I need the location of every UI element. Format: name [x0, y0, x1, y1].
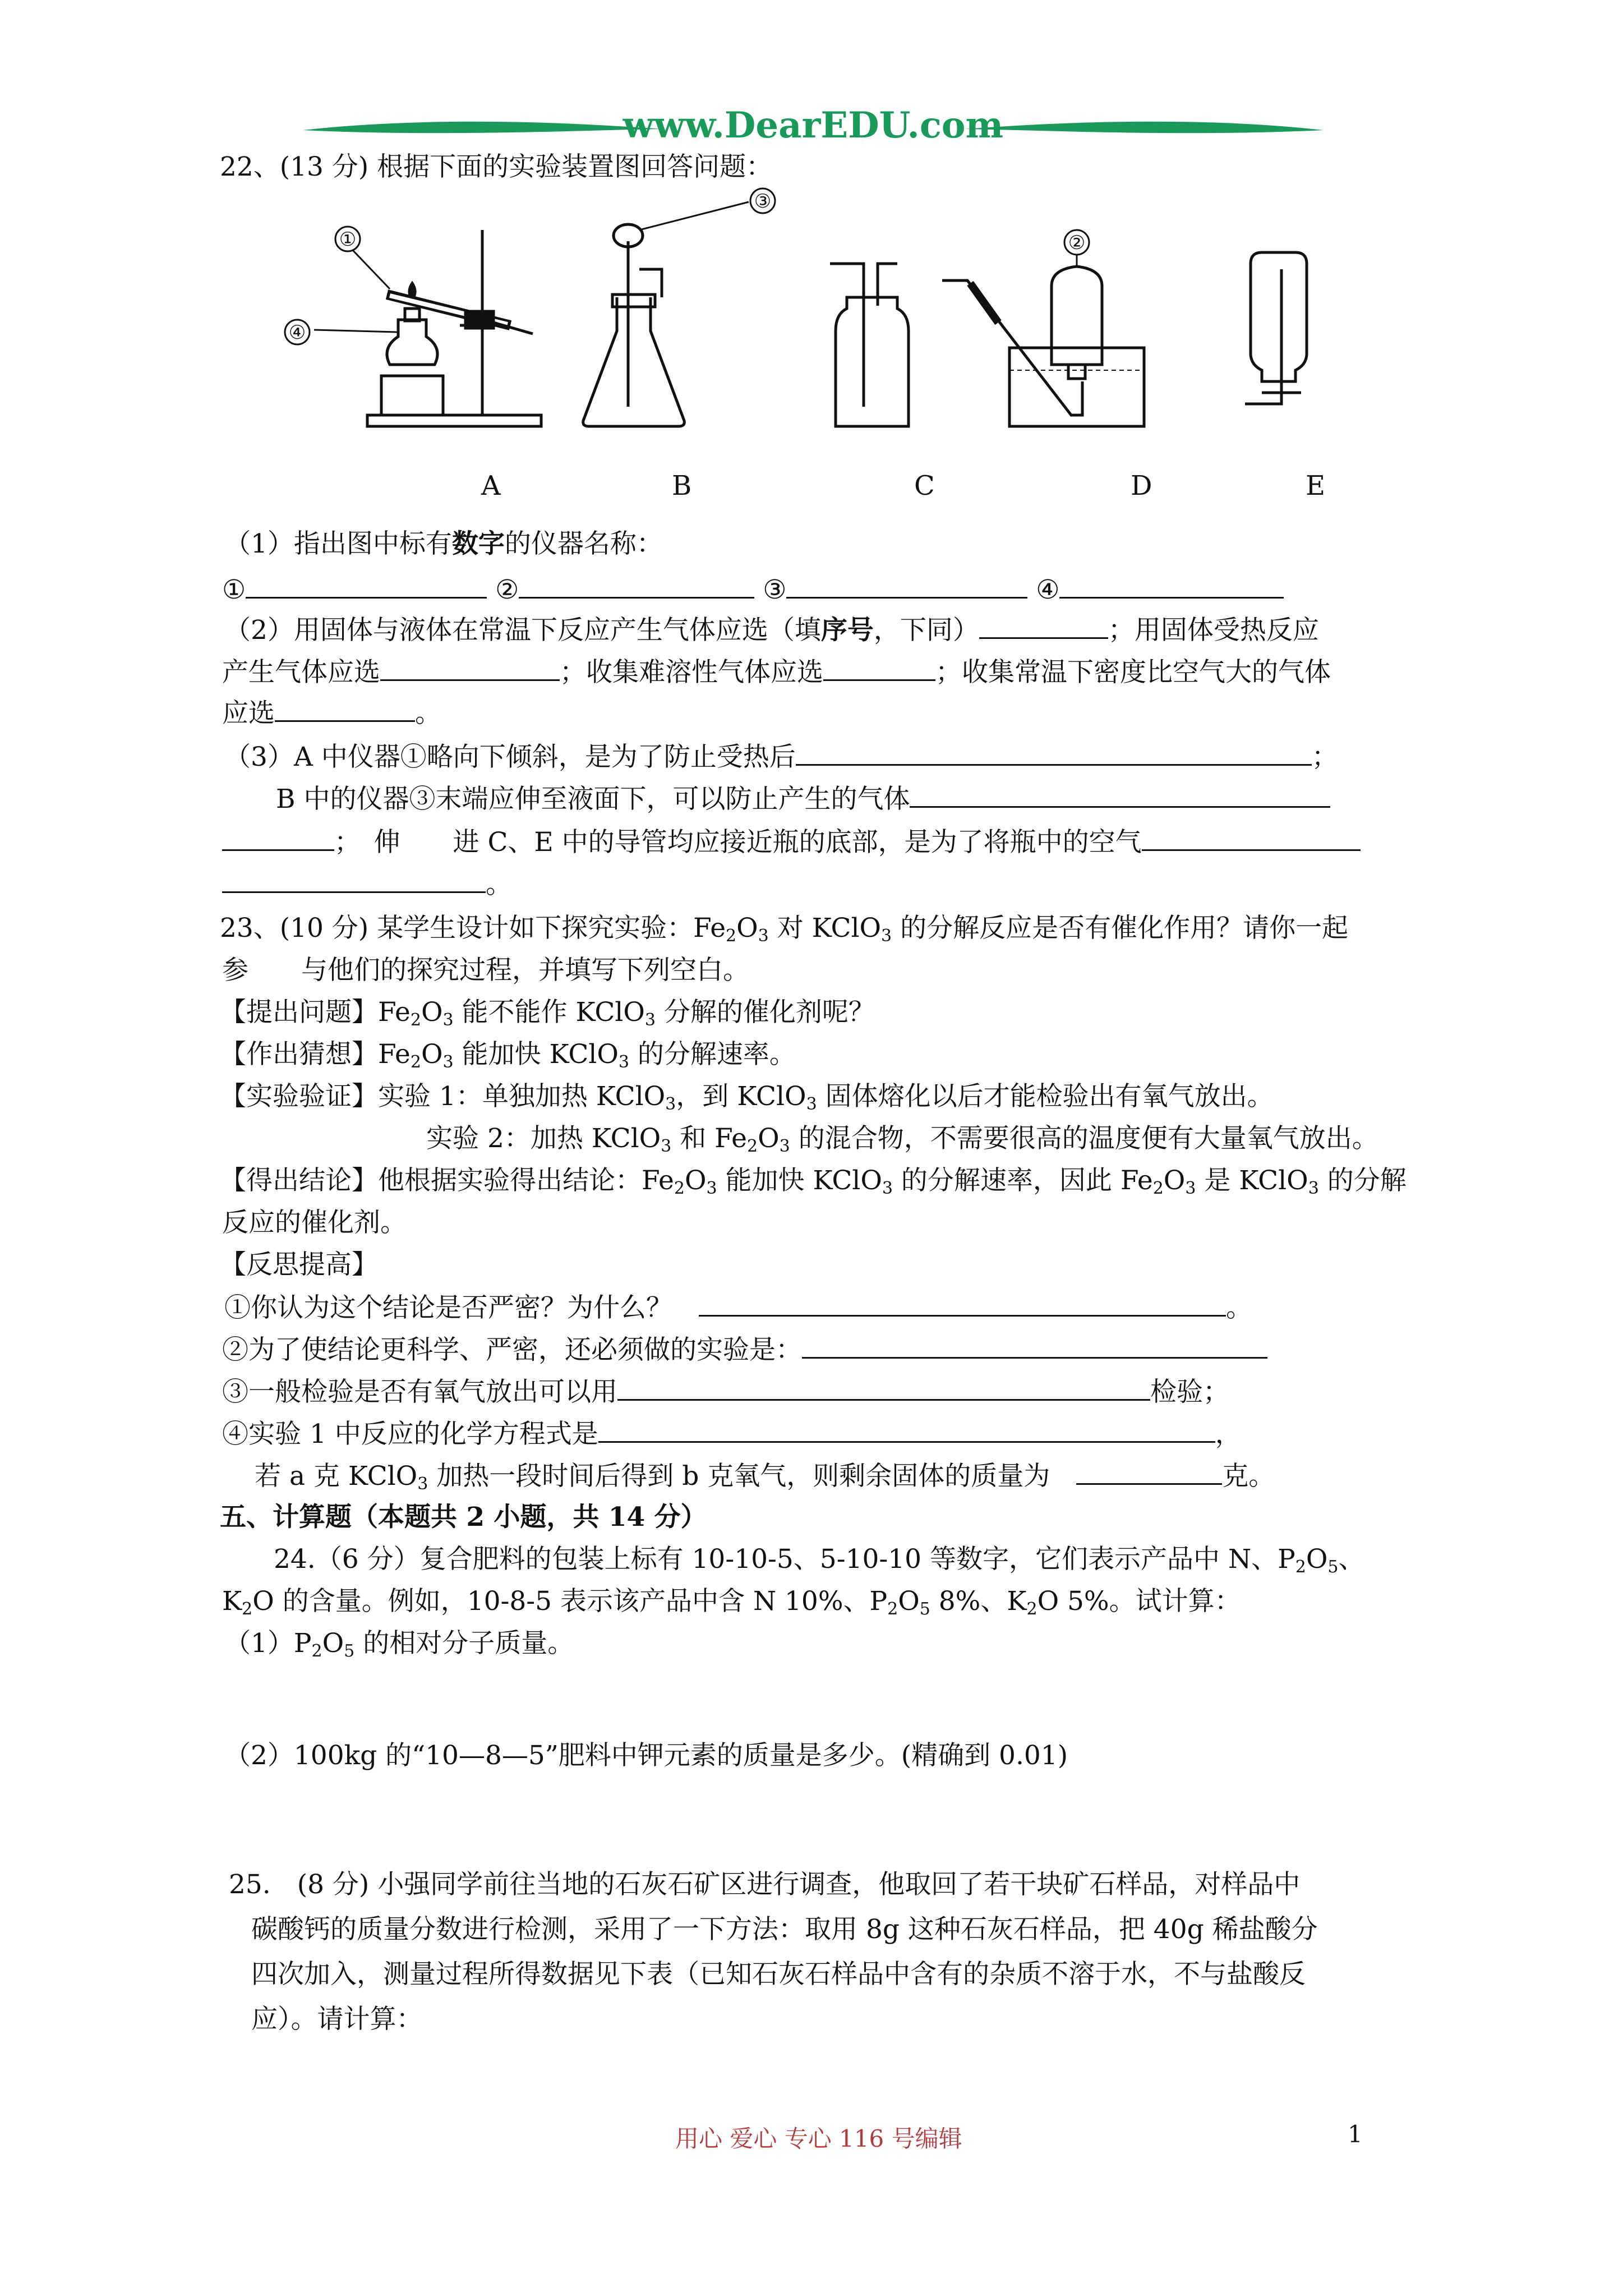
blank-label-1: ①: [222, 574, 246, 605]
q23-guess-a: Fe: [378, 1039, 411, 1070]
q24-line1-c: 、: [1338, 1544, 1365, 1575]
q24-line2-b: O 的含量。例如，10-8-5 表示该产品中含 N 10%、P: [252, 1586, 888, 1617]
tag-conclude: 【得出结论】: [220, 1165, 378, 1196]
subscript: 3: [618, 1052, 629, 1072]
q24-part1: [224, 1627, 574, 1660]
banner-swoosh-right: [965, 122, 1324, 134]
q24-p1-b: O: [322, 1628, 344, 1659]
q22-part2-bold: 序号: [820, 615, 874, 646]
q22-part2-text-tail: ；用固体受热反应: [1108, 615, 1319, 646]
q22-part2-line2: [222, 655, 1331, 689]
figure-label-a: A: [481, 470, 501, 501]
q23-ask-b: O: [421, 997, 443, 1028]
answer-blank-air-reason-cont[interactable]: [222, 867, 486, 893]
subscript: 2: [887, 1599, 898, 1619]
q22-part2-line2-mid: ；收集难溶性气体应选: [560, 657, 823, 688]
q23-conclude-f: 是 KClO: [1196, 1165, 1308, 1196]
q23-r1-text: ①你认为这个结论是否严密？为什么？: [224, 1292, 672, 1323]
answer-blank-2[interactable]: [519, 572, 754, 599]
q22-part2-text: （2）用固体与液体在常温下反应产生气体应选（填: [224, 615, 821, 646]
subscript: 5: [344, 1641, 355, 1661]
subscript: 3: [779, 1137, 790, 1156]
apparatus-b: [583, 188, 775, 426]
answer-blank-dense-gas[interactable]: [275, 696, 415, 722]
q22-part3-line3-word: 伸: [374, 827, 400, 858]
answer-blank-solid-heat[interactable]: [380, 655, 560, 681]
q22-part3-line4: [222, 867, 512, 901]
subscript: 2: [311, 1641, 322, 1661]
q23-r5-b: 加热一段时间后得到 b 克氧气，则剩余固体的质量为: [428, 1461, 1050, 1492]
q23-verify1-b: ，到 KClO: [676, 1081, 806, 1112]
q25-line2: 碳酸钙的质量分数进行检测，采用了一下方法：取用 8g 这种石灰石样品，把 40g 稀盐酸分: [251, 1914, 1318, 1945]
apparatus-figure: [269, 185, 1324, 454]
answer-blank-solid-liquid[interactable]: [979, 613, 1108, 639]
q23-ask-d: 分解的催化剂呢？: [655, 997, 875, 1028]
q23-reflect-2: [222, 1332, 1267, 1367]
q23-reflect-3: [222, 1374, 1229, 1409]
q23-conclude-d: 的分解速率，因此 Fe: [892, 1165, 1153, 1196]
q23-conclude: [220, 1164, 1407, 1198]
page-number: 1: [1348, 2120, 1363, 2148]
q24-part2: （2）100kg 的“10—8—5”肥料中钾元素的质量是多少。(精确到 0.01): [224, 1740, 1068, 1771]
q23-reflect-heading: 【反思提高】: [220, 1249, 378, 1280]
subscript: 2: [726, 926, 737, 946]
answer-blank-equation[interactable]: [598, 1416, 1215, 1443]
q23-r1-end: 。: [1226, 1292, 1252, 1323]
q23-verify1-a: 实验 1：单独加热 KClO: [378, 1081, 666, 1112]
q22-part2-line1: [224, 613, 1319, 647]
q22-part2-line2-end: ；收集常温下密度比空气大的气体: [935, 657, 1331, 688]
blank-label-4: ④: [1036, 574, 1060, 605]
answer-blank-funnel-reason-cont[interactable]: [222, 825, 334, 851]
q23-conclude-c: 能加快 KClO: [717, 1165, 882, 1196]
figure-label-b: B: [672, 470, 692, 501]
answer-blank-rigorous[interactable]: [699, 1290, 1226, 1317]
q23-reflect-1: [224, 1290, 1252, 1325]
answer-blank-extra-experiment[interactable]: [802, 1332, 1267, 1359]
q23-guess-c: 能加快 KClO: [453, 1039, 619, 1070]
answer-blank-funnel-reason[interactable]: [910, 781, 1330, 808]
q24-line2-c: O: [898, 1586, 920, 1617]
q22-part3-line3: [222, 825, 1361, 859]
subscript: 2: [1026, 1599, 1038, 1619]
subscript: 2: [410, 1052, 421, 1072]
q23-r3-end: 检验；: [1150, 1377, 1229, 1407]
answer-blank-tilt-reason[interactable]: [796, 739, 1312, 766]
answer-blank-remaining-mass[interactable]: [1076, 1458, 1222, 1485]
q23-title-line2: 参 与他们的探究过程，并填写下列空白。: [222, 955, 749, 986]
q22-part3-line1: [224, 739, 1338, 774]
subscript: 3: [442, 1010, 454, 1030]
q22-part3-end: ；: [1311, 742, 1338, 772]
q22-part3-line2: [276, 781, 1330, 816]
q23-reflect-4: [222, 1416, 1242, 1451]
q22-part1-text-end: 的仪器名称：: [504, 528, 663, 559]
blank-label-3: ③: [763, 574, 787, 605]
q23-conclude-b: O: [684, 1165, 707, 1196]
q24-line1-a: 24.（6 分）复合肥料的包装上标有 10-10-5、5-10-10 等数字，它们表示产品中 N、P: [274, 1544, 1295, 1575]
q22-part2-line3-end: 。: [415, 698, 441, 729]
q25-line1: 25. (8 分) 小强同学前往当地的石灰石矿区进行调查，他取回了若干块矿石样品，对样品中: [229, 1869, 1301, 1900]
q23-verify-2: [426, 1122, 1378, 1156]
q22-title: 22、(13 分) 根据下面的实验装置图回答问题：: [220, 151, 773, 182]
apparatus-d: [942, 230, 1144, 426]
q23-guess-b: O: [421, 1039, 443, 1070]
q23-title-d: 的分解反应是否有催化作用？请你一起: [892, 913, 1349, 944]
subscript: 2: [410, 1010, 421, 1030]
q25-line3: 四次加入，测量过程所得数据见下表（已知石灰石样品中含有的杂质不溶于水，不与盐酸反: [251, 1959, 1306, 1990]
answer-blank-insoluble-gas[interactable]: [823, 655, 935, 681]
q22-part2-line2-text: 产生气体应选: [222, 657, 380, 688]
q23-ask-c: 能不能作 KClO: [453, 997, 645, 1028]
q22-part1-bold: 数字: [451, 528, 505, 559]
subscript: 5: [919, 1599, 930, 1619]
banner-swoosh-left: [303, 122, 662, 134]
q23-conclude-a: 他根据实验得出结论：Fe: [378, 1165, 674, 1196]
q22-part2-line3-text: 应选: [222, 698, 275, 729]
q24-line2-d: 8%、K: [930, 1586, 1027, 1617]
header-banner: [303, 95, 1324, 157]
q23-r3-text: ③一般检验是否有氧气放出可以用: [222, 1377, 617, 1407]
q23-r4-text: ④实验 1 中反应的化学方程式是: [222, 1419, 598, 1450]
q22-part3-line4-end: 。: [486, 869, 512, 900]
subscript: 3: [1308, 1179, 1319, 1198]
marker-1: ①: [339, 228, 357, 251]
q23-title: [220, 912, 1348, 945]
q23-verify2-a: 实验 2：加热 KClO: [426, 1123, 661, 1154]
q23-r2-text: ②为了使结论更科学、严密，还必须做的实验是：: [222, 1335, 802, 1365]
q23-verify2-c: O: [758, 1123, 780, 1154]
q22-part3-line2-text: B 中的仪器③末端应伸至液面下，可以防止产生的气体: [276, 784, 910, 815]
q23-ask-a: Fe: [378, 997, 411, 1028]
q23-verify2-d: 的混合物，不需要很高的温度便有大量氧气放出。: [790, 1123, 1378, 1154]
q24-line1-b: O: [1306, 1544, 1328, 1575]
subscript: 2: [1295, 1557, 1306, 1577]
subscript: 3: [1185, 1179, 1196, 1198]
q22-part3-line3-text: 进 C、E 中的导管均应接近瓶的底部，是为了将瓶中的空气: [453, 827, 1142, 858]
q23-title-b: O: [736, 913, 758, 944]
q23-title-a: 23、(10 分) 某学生设计如下探究实验：Fe: [220, 913, 726, 944]
subscript: 3: [442, 1052, 454, 1072]
q25-line4: 应）。请计算：: [251, 2004, 423, 2035]
q22-part1-text: （1）指出图中标有: [224, 528, 452, 559]
q23-verify-1: [220, 1080, 1274, 1114]
subscript: 3: [806, 1094, 817, 1114]
answer-blank-oxygen-test[interactable]: [617, 1374, 1150, 1401]
subscript: 3: [644, 1010, 656, 1030]
tag-verify: 【实验验证】: [220, 1081, 378, 1112]
tag-guess: 【作出猜想】: [220, 1039, 378, 1070]
subscript: 2: [747, 1137, 758, 1156]
q23-title-c: 对 KClO: [768, 913, 882, 944]
q23-reflect-5: [255, 1458, 1275, 1493]
q24-p1-c: 的相对分子质量。: [354, 1628, 574, 1659]
subscript: 5: [1327, 1557, 1339, 1577]
q23-conclude-line2: 反应的催化剂。: [222, 1207, 407, 1238]
footer-editor-note: 用心 爱心 专心 116 号编辑: [675, 2125, 962, 2152]
answer-blank-air-reason[interactable]: [1142, 825, 1361, 851]
tag-ask: 【提出问题】: [220, 997, 378, 1028]
q23-r5-end: 克。: [1222, 1461, 1275, 1492]
apparatus-c: [830, 264, 909, 426]
q23-r5-a: 若 a 克 KClO: [255, 1461, 418, 1492]
answer-blank-4[interactable]: [1059, 572, 1284, 599]
answer-blank-3[interactable]: [786, 572, 1027, 599]
figure-label-e: E: [1306, 470, 1326, 501]
q23-r4-end: ，: [1215, 1419, 1242, 1450]
figure-label-d: D: [1131, 470, 1152, 501]
q23-verify1-c: 固体熔化以后才能检验出有氧气放出。: [817, 1081, 1274, 1112]
section-five-title: 五、计算题（本题共 2 小题，共 14 分）: [220, 1502, 707, 1533]
q24-p1-a: （1）P: [224, 1628, 312, 1659]
apparatus-a: [285, 227, 541, 426]
subscript: 2: [674, 1179, 685, 1198]
subscript: 3: [706, 1179, 717, 1198]
subscript: 2: [242, 1599, 253, 1619]
q24-line2-a: K: [222, 1586, 242, 1617]
q23-verify2-b: 和 Fe: [671, 1123, 748, 1154]
subscript: 3: [758, 926, 769, 946]
q22-part3-text: （3）A 中仪器①略向下倾斜，是为了防止受热后: [224, 742, 796, 772]
site-logo-text: www.DearEDU.com: [623, 104, 1004, 146]
subscript: 3: [665, 1094, 676, 1114]
q24-line2: [222, 1585, 1241, 1618]
q23-guess-d: 的分解速率。: [629, 1039, 796, 1070]
q22-part3-line3-sep: ；: [334, 827, 348, 858]
subscript: 3: [882, 1179, 893, 1198]
subscript: 3: [881, 926, 892, 946]
q22-part2-line3: [222, 696, 441, 730]
q23-conclude-g: 的分解: [1318, 1165, 1407, 1196]
blank-label-2: ②: [495, 574, 519, 605]
q23-guess: [220, 1038, 796, 1071]
apparatus-e: [1245, 252, 1307, 404]
answer-blank-1[interactable]: [246, 572, 487, 599]
marker-4: ④: [288, 321, 306, 344]
q24-line2-e: O 5%。试计算：: [1037, 1586, 1241, 1617]
subscript: 2: [1152, 1179, 1164, 1198]
figure-label-c: C: [914, 470, 935, 501]
subscript: 3: [417, 1474, 428, 1494]
subscript: 3: [661, 1137, 672, 1156]
marker-3: ③: [754, 190, 772, 213]
marker-2: ②: [1068, 232, 1086, 254]
q22-part1: [224, 527, 663, 561]
q22-blanks-line: [222, 572, 1284, 607]
q24-line1: [274, 1543, 1364, 1576]
q23-conclude-e: O: [1163, 1165, 1186, 1196]
q23-ask: [220, 996, 875, 1029]
q22-part2-text-mid: ，下同）: [873, 615, 979, 646]
